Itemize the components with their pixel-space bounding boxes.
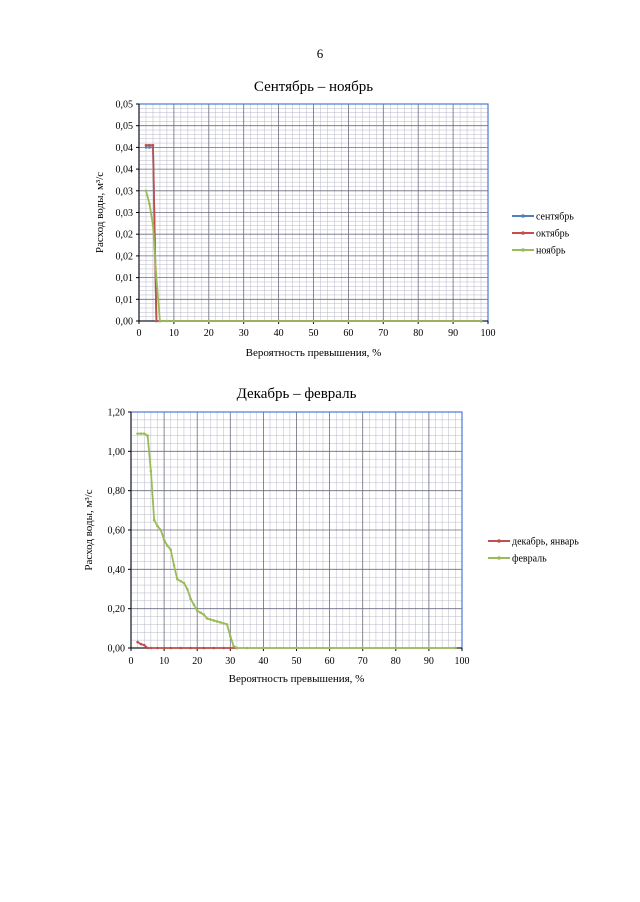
data-point <box>229 647 232 650</box>
legend-marker <box>521 214 525 218</box>
data-point <box>203 647 206 650</box>
legend-marker <box>521 248 525 252</box>
data-point <box>196 647 199 650</box>
x-tick-label: 100 <box>454 656 470 667</box>
data-point <box>417 320 420 323</box>
data-point <box>136 641 139 644</box>
data-point <box>199 611 202 614</box>
data-point <box>146 434 149 437</box>
x-axis-label: Вероятность превышения, % <box>228 673 365 685</box>
data-point <box>163 539 166 542</box>
data-point <box>480 320 483 323</box>
data-point <box>143 644 146 647</box>
legend-marker <box>521 231 525 235</box>
y-tick-label: 0,40 <box>107 564 125 576</box>
data-point <box>140 643 143 646</box>
data-point <box>173 564 176 567</box>
data-point <box>136 432 139 435</box>
data-point <box>222 647 225 650</box>
x-tick-label: 70 <box>378 328 389 339</box>
x-tick-label: 70 <box>357 656 368 667</box>
y-tick-label: 0,00 <box>107 643 125 655</box>
data-point <box>156 647 159 650</box>
data-point <box>143 432 146 435</box>
x-tick-label: 10 <box>159 656 170 667</box>
data-point <box>176 578 179 581</box>
data-point <box>428 647 431 650</box>
data-point <box>209 618 212 621</box>
data-point <box>395 647 398 650</box>
data-point <box>361 647 364 650</box>
data-point <box>203 613 206 616</box>
data-point <box>156 525 159 528</box>
data-point <box>148 203 151 206</box>
data-point <box>222 622 225 625</box>
legend-marker <box>497 539 501 543</box>
y-tick-label: 0,04 <box>115 164 133 176</box>
data-point <box>219 621 222 624</box>
data-point <box>179 580 182 583</box>
data-point <box>206 617 209 620</box>
data-point <box>229 635 232 638</box>
x-tick-label: 80 <box>390 656 401 667</box>
x-tick-label: 0 <box>128 656 134 667</box>
data-point <box>328 647 331 650</box>
data-point <box>262 647 265 650</box>
x-tick-label: 50 <box>291 656 302 667</box>
data-point <box>295 647 298 650</box>
data-point <box>382 320 385 323</box>
data-point <box>163 647 166 650</box>
data-point <box>140 432 143 435</box>
legend-marker <box>497 556 501 560</box>
y-tick-label: 0,20 <box>107 604 125 616</box>
y-tick-label: 0,60 <box>107 525 125 537</box>
x-tick-label: 90 <box>423 656 434 667</box>
data-point <box>236 647 239 650</box>
y-tick-label: 0,00 <box>115 316 133 328</box>
chart-september-november <box>0 0 640 380</box>
data-point <box>152 224 155 227</box>
data-point <box>145 190 148 193</box>
legend-label: декабрь, январь <box>512 536 579 548</box>
data-point <box>189 598 192 601</box>
y-tick-label: 0,03 <box>115 186 133 198</box>
data-point <box>173 320 176 323</box>
data-point <box>186 588 189 591</box>
data-point <box>159 529 162 532</box>
data-point <box>208 320 211 323</box>
data-point <box>189 647 192 650</box>
data-point <box>216 620 219 623</box>
x-tick-label: 60 <box>324 656 335 667</box>
x-tick-label: 30 <box>225 656 236 667</box>
y-tick-label: 0,80 <box>107 486 125 498</box>
legend-label: октябрь <box>536 228 570 240</box>
data-point <box>169 647 172 650</box>
y-tick-label: 0,04 <box>115 142 133 154</box>
x-tick-label: 0 <box>136 328 142 339</box>
data-point <box>277 320 280 323</box>
data-point <box>246 647 249 650</box>
data-point <box>212 647 215 650</box>
legend-label: ноябрь <box>536 245 566 257</box>
x-tick-label: 40 <box>258 656 269 667</box>
y-tick-label: 0,02 <box>115 229 133 241</box>
data-point <box>169 548 172 551</box>
y-tick-label: 1,00 <box>107 446 125 458</box>
legend-label: февраль <box>512 553 547 565</box>
data-point <box>452 320 455 323</box>
data-point <box>153 519 156 522</box>
x-tick-label: 50 <box>308 328 319 339</box>
data-point <box>347 320 350 323</box>
data-point <box>150 647 153 650</box>
x-tick-label: 30 <box>238 328 249 339</box>
y-axis-label: Расход воды, м³/с <box>83 489 95 571</box>
data-point <box>183 582 186 585</box>
data-point <box>159 320 162 323</box>
chart-december-february <box>0 380 640 700</box>
data-point <box>148 144 151 147</box>
y-tick-label: 1,20 <box>107 407 125 419</box>
data-point <box>155 320 158 323</box>
x-tick-label: 100 <box>480 328 496 339</box>
x-tick-label: 80 <box>413 328 424 339</box>
x-tick-label: 60 <box>343 328 354 339</box>
x-tick-label: 10 <box>168 328 179 339</box>
x-axis-label: Вероятность превышения, % <box>245 347 382 359</box>
page-number: 6 <box>316 46 324 61</box>
data-point <box>312 320 315 323</box>
x-tick-label: 90 <box>448 328 459 339</box>
data-point <box>155 276 158 279</box>
data-point <box>145 144 148 147</box>
y-tick-label: 0,02 <box>115 251 133 263</box>
y-tick-label: 0,03 <box>115 208 133 219</box>
data-point <box>179 647 182 650</box>
data-point <box>166 320 169 323</box>
data-point <box>212 619 215 622</box>
chart-title: Сентябрь – ноябрь <box>253 79 374 95</box>
y-tick-label: 0,01 <box>115 273 133 285</box>
x-tick-label: 20 <box>203 328 214 339</box>
y-tick-label: 0,05 <box>115 121 133 133</box>
y-axis-label: Расход воды, м³/с <box>94 171 106 254</box>
y-tick-label: 0,01 <box>115 294 133 306</box>
x-tick-label: 20 <box>192 656 203 667</box>
data-point <box>196 609 199 612</box>
x-tick-label: 40 <box>273 328 284 339</box>
data-point <box>150 470 153 473</box>
legend-label: сентябрь <box>536 211 574 223</box>
data-point <box>193 603 196 606</box>
data-point <box>166 544 169 547</box>
y-tick-label: 0,05 <box>115 99 133 111</box>
data-point <box>232 645 235 648</box>
data-point <box>454 647 457 650</box>
chart-title: Декабрь – февраль <box>236 386 357 402</box>
data-point <box>242 320 245 323</box>
data-point <box>146 647 149 650</box>
data-point <box>226 623 229 626</box>
data-point <box>152 144 155 147</box>
